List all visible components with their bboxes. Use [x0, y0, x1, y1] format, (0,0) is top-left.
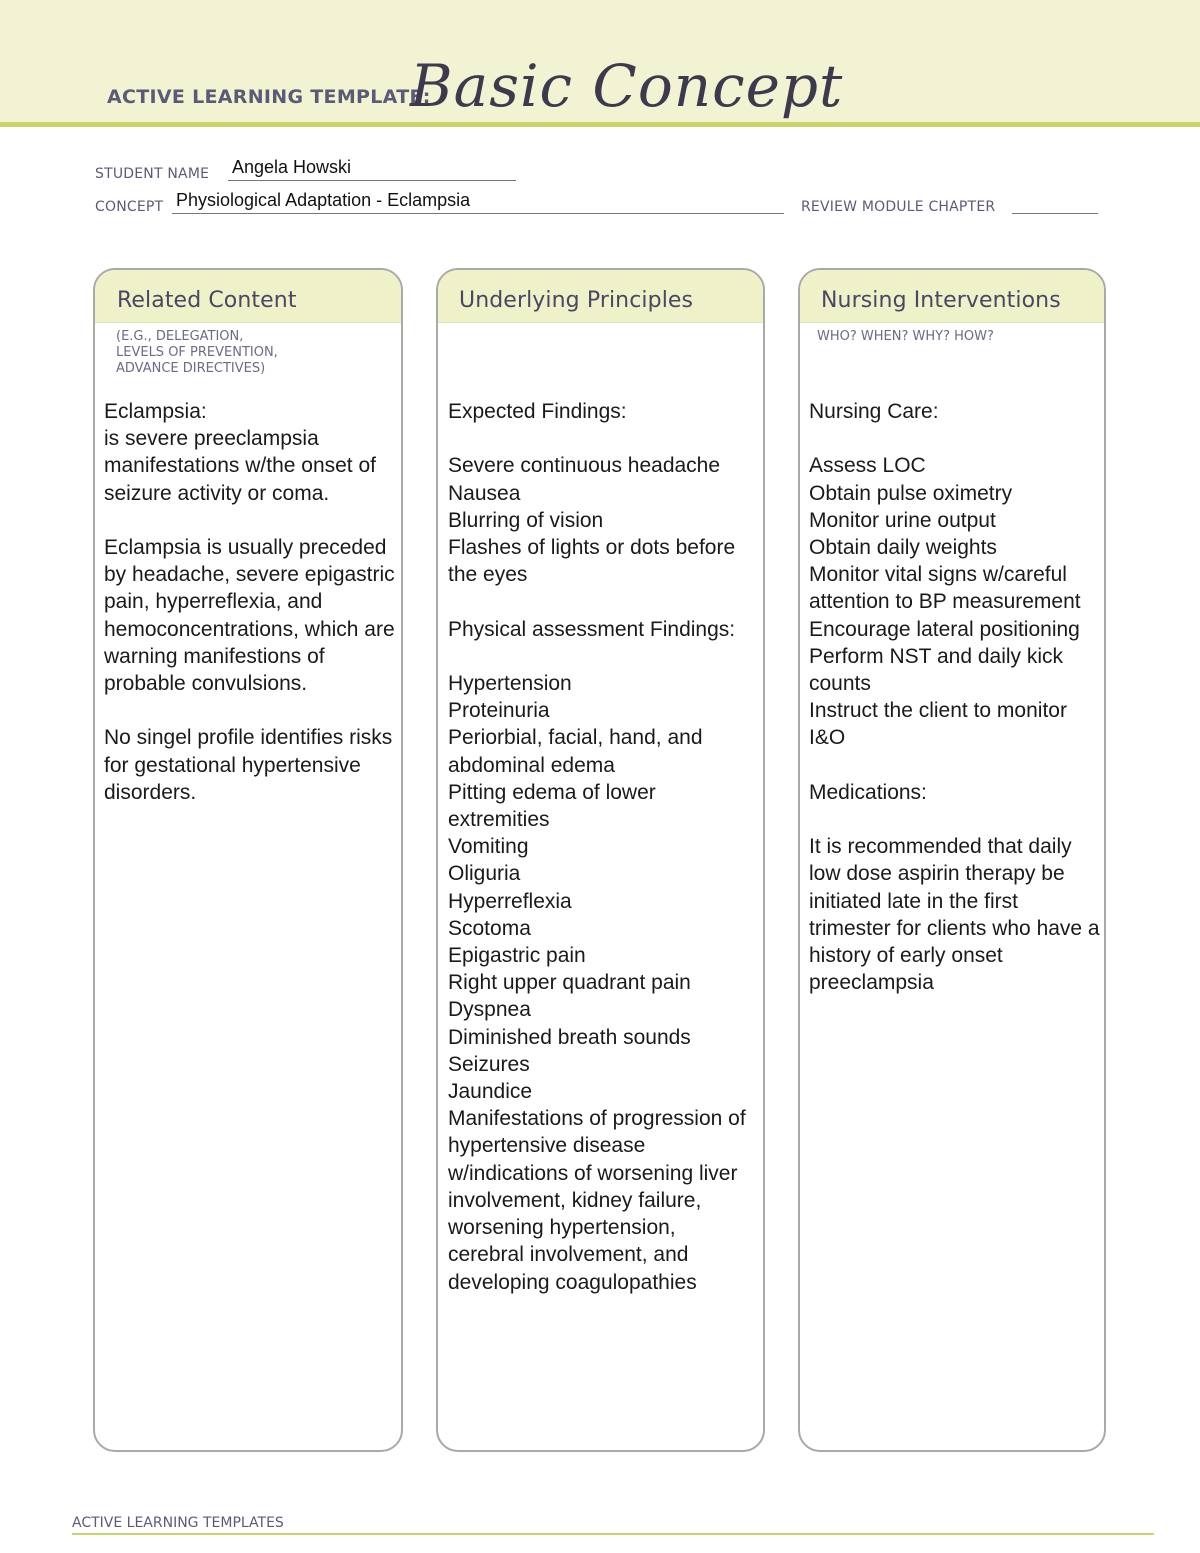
- page-title: Basic Concept: [410, 52, 844, 120]
- underlying-principles-title: Underlying Principles: [459, 288, 694, 313]
- related-content-hint: (E.G., DELEGATION, LEVELS OF PREVENTION, ADVANCE DIRECTIVES): [116, 329, 278, 376]
- concept-line: [172, 213, 784, 214]
- template-label: ACTIVE LEARNING TEMPLATE:: [107, 86, 431, 108]
- student-name-label: STUDENT NAME: [95, 166, 210, 182]
- nursing-interventions-hint: WHO? WHEN? WHY? HOW?: [817, 329, 994, 344]
- review-module-line: [1012, 213, 1098, 214]
- related-content-title: Related Content: [117, 288, 297, 313]
- underlying-principles-text[interactable]: Expected Findings: Severe continuous headache Nausea Blurring of vision Flashes of lights or dots before the eyes Physical assessment Findings: Hypertension Proteinuria Periorbial, facial, hand, and abdominal edema Pitting edema of lower extremities Vomiting Oliguria Hyperreflexia Scotoma Epigastric pain Right upper quadrant pain Dyspnea Diminished breath sounds Seizures Jaundice Manifestations of progression of hypertensive disease w/indications of worsening liver involvement, kidney failure, worsening hypertension, cerebral involvement, and developing coagulopathies: [448, 400, 746, 1294]
- nursing-interventions-title: Nursing Interventions: [821, 288, 1061, 313]
- nursing-interventions-text[interactable]: Nursing Care: Assess LOC Obtain pulse oximetry Monitor urine output Obtain daily weights Monitor vital signs w/careful attention to BP measurement Encourage lateral positioning Perform NST and daily kick counts Instruct the client to monitor I&O Medications: It is recommended that daily low dose aspirin therapy be initiated late in the first trimester for clients who have a history of early onset preeclampsia: [809, 400, 1100, 995]
- footer-divider: [72, 1533, 1154, 1535]
- student-name-field[interactable]: Angela Howski: [232, 157, 352, 177]
- concept-label: CONCEPT: [95, 199, 164, 215]
- review-module-label: REVIEW MODULE CHAPTER: [801, 199, 996, 215]
- related-content-text[interactable]: Eclampsia: is severe preeclampsia manifestations w/the onset of seizure activity or coma. Eclampsia is usually preceded by headache, severe epigastric pain, hyperreflexia, and hemoconcentrations, which are warning manifestions of probable convulsions. No singel profile identifies risks for gestational hypertensive disorders.: [104, 400, 395, 804]
- student-name-line: [228, 180, 516, 181]
- concept-field[interactable]: Physiological Adaptation - Eclampsia: [176, 190, 471, 210]
- header-divider: [0, 122, 1200, 127]
- footer-label: ACTIVE LEARNING TEMPLATES: [72, 1515, 284, 1531]
